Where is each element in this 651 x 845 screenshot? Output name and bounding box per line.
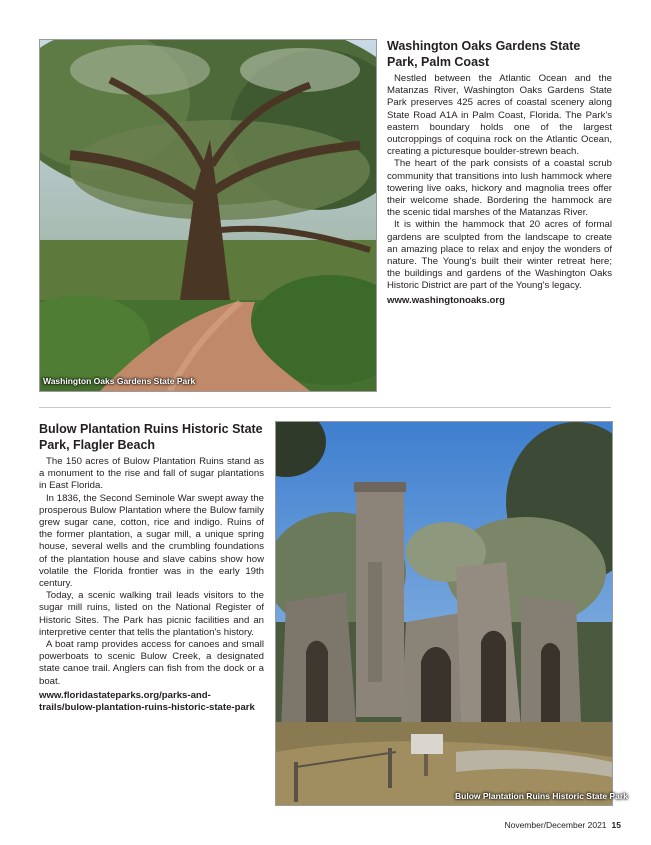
photo-bulow-ruins [275,421,613,806]
article-washington-oaks [387,38,612,307]
article-link[interactable]: www.washingtonoaks.org [387,294,505,306]
issue-date: November/December 2021 [504,820,607,830]
page-footer [504,820,621,830]
article-paragraph: The 150 acres of Bulow Plantation Ruins stand as a monument to the rise and fall of sugar plantations in East Florida. [39,456,264,492]
article-paragraph: The heart of the park consists of a coastal scrub community that transitions into lush hammock where towering live oaks, hickory and magnolia trees offer their welcome shade. Bordering the hammock are the scenic tidal marshes of the Matanzas River. [387,158,612,219]
photo-caption-bulow: Bulow Plantation Ruins Historic State Park [455,791,628,801]
article-paragraph: Today, a scenic walking trail leads visitors to the sugar mill ruins, listed on the National Register of Historic Sites. The Park has picnic facilities and an interpretive center that tells the plantation's history. [39,590,264,638]
article-bulow-plantation [39,421,264,715]
article-paragraph: A boat ramp provides access for canoes and small powerboats to scenic Bulow Creek, a designated state canoe trail. Anglers can fish from the dock or a boat. [39,639,264,687]
page-number: 15 [611,820,621,830]
article-paragraph: Nestled between the Atlantic Ocean and the Matanzas River, Washington Oaks Gardens State Park preserves 425 acres of coastal scenery along State Road A1A in Palm Coast, Florida. The Park's eastern boundary holds one of the largest outcroppings of coquina rock on the Atlantic Ocean, creating a picturesque boulder-strewn beach. [387,73,612,158]
section-divider [39,407,611,408]
live-oak-garden-image [40,40,376,391]
photo-washington-oaks [39,39,377,392]
article-link[interactable]: www.floridastateparks.org/parks-and-trails/bulow-plantation-ruins-historic-state-park [39,689,255,714]
article-title: Washington Oaks Gardens State Park, Palm Coast [387,39,581,69]
article-paragraph: In 1836, the Second Seminole War swept away the prosperous Bulow Plantation where the Bulow family grew sugar cane, cotton, rice and indigo. Ruins of the former plantation, a sugar mill, a unique spring house, several wells and the crumbling foundations of the plantation house and slave cabins show how volatile the Florida frontier was in the early 19th century. [39,492,264,590]
photo-caption-washington-oaks: Washington Oaks Gardens State Park [43,376,196,386]
article-title: Bulow Plantation Ruins Historic State Park, Flagler Beach [39,422,263,452]
article-paragraph: It is within the hammock that 20 acres of formal gardens are sculpted from the landscape to create an amazing place to relax and enjoy the wonders of nature. The Young's built their winter retreat here; the buildings and gardens of the Washington Oaks Historic District are part of the Young's legacy. [387,219,612,292]
sugar-mill-ruins-image [276,422,612,805]
